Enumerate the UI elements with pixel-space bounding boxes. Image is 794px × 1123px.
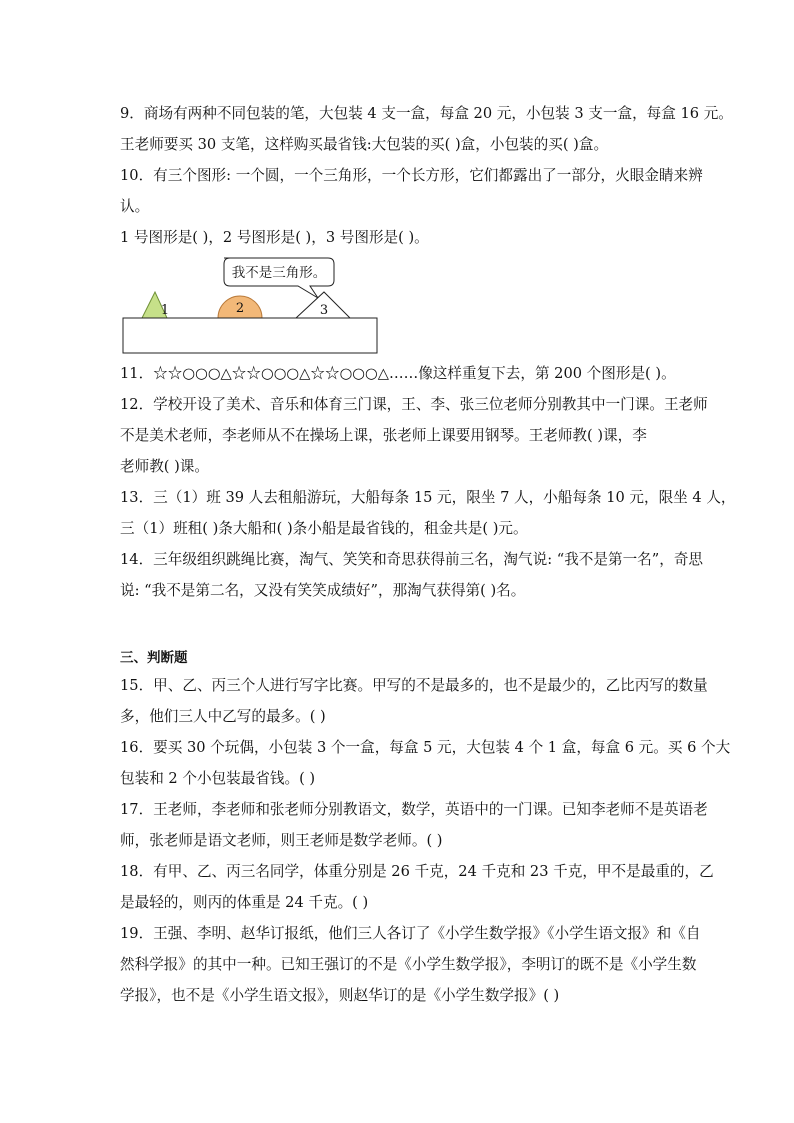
q9-line-1: 9．商场有两种不同包装的笔，大包装 4 支一盒，每盒 20 元，小包装 3 支一盒，每盒 16 元。: [120, 105, 733, 122]
q19-line-1: 19．王强、李明、赵华订报纸，他们三人各订了《小学生数学报》《小学生语文报》和《自: [120, 925, 701, 942]
q19-line-3: 学报》，也不是《小学生语文报》，则赵华订的是《小学生数学报》( ): [120, 987, 560, 1004]
q16-line-2: 包装和 2 个小包装最省钱。( ): [120, 770, 316, 787]
q14-line-1: 14．三年级组织跳绳比赛，淘气、笑笑和奇思获得前三名，淘气说: “我不是第一名”，奇思: [120, 551, 704, 568]
shape-label-2: 2: [235, 301, 245, 316]
q10-line-1: 10．有三个图形: 一个圆，一个三角形，一个长方形，它们都露出了一部分，火眼金睛来辨: [120, 167, 703, 184]
speech-bubble-text: 我不是三角形。: [231, 265, 327, 281]
q9-line-2: 王老师要买 30 支笔，这样购买最省钱:大包装的买( )盒，小包装的买( )盒。: [120, 136, 609, 153]
q10-line-3: 1 号图形是( )，2 号图形是( )，3 号图形是( )。: [120, 229, 429, 246]
shape-label-3: 3: [319, 303, 329, 318]
cover-rectangle: [123, 318, 377, 353]
shapes-figure: [120, 254, 382, 358]
shape-label-1: 1: [160, 303, 170, 318]
q17-line-1: 17．王老师，李老师和张老师分别教语文，数学，英语中的一门课。已知李老师不是英语老: [120, 801, 708, 818]
q17-line-2: 师，张老师是语文老师，则王老师是数学老师。( ): [120, 832, 443, 849]
q15-line-2: 多，他们三人中乙写的最多。( ): [120, 708, 326, 725]
q16-line-1: 16．要买 30 个玩偶，小包装 3 个一盒，每盒 5 元，大包装 4 个 1 盒，每盒 6 元。买 6 个大: [120, 739, 731, 756]
q13-line-1: 13．三（1）班 39 人去租船游玩，大船每条 15 元，限坐 7 人，小船每条 10 元，限坐 4 人，: [120, 489, 736, 506]
q13-line-2: 三（1）班租( )条大船和( )条小船是最省钱的，租金共是( )元。: [120, 520, 528, 537]
q14-line-2: 说: “我不是第二名，又没有笑笑成绩好”，那淘气获得第( )名。: [120, 582, 526, 599]
q18-line-1: 18．有甲、乙、丙三名同学，体重分别是 26 千克，24 千克和 23 千克，甲不是最重的，乙: [120, 863, 714, 880]
q12-line-3: 老师教( )课。: [120, 458, 209, 475]
q12-line-1: 12．学校开设了美术、音乐和体育三门课，王、李、张三位老师分别教其中一门课。王老师: [120, 396, 708, 413]
q11-line-1: 11．☆☆○○○△☆☆○○○△☆☆○○○△……像这样重复下去，第 200 个图形是( )。: [120, 365, 676, 382]
q18-line-2: 是最轻的，则丙的体重是 24 千克。( ): [120, 894, 369, 911]
q19-line-2: 然科学报》的其中一种。已知王强订的不是《小学生数学报》，李明订的既不是《小学生数: [120, 956, 697, 973]
section-title-judgement: 三、判断题: [120, 650, 188, 666]
q15-line-1: 15．甲、乙、丙三个人进行写字比赛。甲写的不是最多的，也不是最少的，乙比丙写的数量: [120, 677, 708, 694]
q10-line-2: 认。: [120, 198, 150, 215]
q12-line-2: 不是美术老师，李老师从不在操场上课，张老师上课要用钢琴。王老师教( )课，李: [120, 427, 647, 444]
